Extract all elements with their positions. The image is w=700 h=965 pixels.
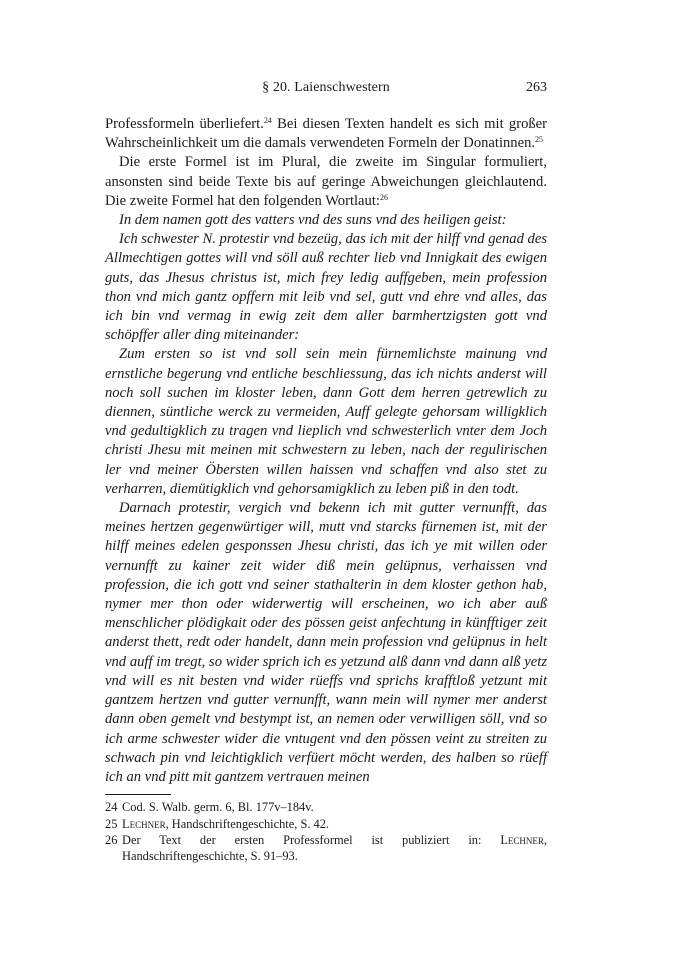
quote-paragraph-2: Zum ersten so ist vnd soll sein mein fürnemlichste mainung vnd ernstliche begerung vnd entliche beschliessung, das ich nichts anderst will noch soll suchen im kloster leben, dann Gott dem herren getrewlich zu diennen, süntliche werck zu vermeiden, Auff gelegte gehorsam willigklich vnd gedultigklich zu tragen vnd lieplich vnd schwesterlich vnter dem Joch christi Jhesu mit meinen mit schwestern zu leben, nach der regulirischen ler vnd meiner Öbersten willen haissen vnd schaffen vnd also stet zu verharren, diemütigklich vnd gehorsamigklich zu leben piß in den todt. [105,346,547,497]
paragraph-2 [105,153,547,211]
main-text [105,115,547,787]
footnote-text-a: Der Text der ersten Professformel ist publiziert in: [122,832,501,847]
footnote-number: 26 [105,832,118,847]
quote-invocation: In dem namen gott des vatters vnd des suns vnd des heiligen geist: [119,212,507,229]
footnote-number: 24 [105,800,118,815]
footnote-26 [105,832,547,865]
footnote-ref-25[interactable]: 25 [535,135,544,145]
running-title: § 20. Laienschwestern [262,80,390,95]
footnote-number: 25 [105,816,118,831]
footnote-25 [105,816,547,832]
page-number: 263 [526,80,547,95]
paragraph-1 [105,115,547,153]
footnote-ref-24[interactable]: 24 [263,116,272,125]
paragraph-1-text-a: Professformeln überliefert. [105,116,264,132]
footnote-separator [105,794,171,795]
footnote-ref-26[interactable]: 26 [379,192,388,202]
footnote-text-b: , Handschriftengeschichte, S. 91–93. [122,832,547,864]
footnote-24 [105,799,547,815]
paragraph-1-text-b: Bei diesen Texten handelt es sich mit großer Wahrscheinlichkeit um die damals verwendeten Formeln der Donatinnen. [105,116,547,152]
footnote-author: Lechner [500,832,544,847]
footnotes [105,799,547,865]
footnote-text: , Handschriftengeschichte, S. 42. [165,816,330,831]
quote-paragraph-3: Darnach protestir, vergich vnd bekenn ich mit gutter vernunfft, das meines hertzen gegenwürtiger will, mutt vnd starcks fürnemen ist, mit der hilff meines edelen gesponssen Jhesu christi, das ich ye mit willen oder vernunfft zu kainer zeit wider diß mein gelüpnus, verhaissen vnd profession, die ich gott vnd seiner stathalterin in dem kloster gethon hab, nymer mer thon oder widerwertig will erscheinen, wo ich aber auß menschlicher plödigkait oder des pössen geist anfechtung in künfftiger zeit anderst thett, redt oder handelt, dann mein profession vnd gelüpnus in helt vnd auff im tregt, so wider sprich ich es yetzund alß dann vnd dann alß yetz vnd will es nit besten vnd wider rüeffs vnd sprichs krafftloß yetzunt mit gantzem hertzen vnd gutter vernunfft, wann mein will nymer mer anderst dann oben gemelt vnd bestympt ist, an nemen oder verwilligen söll, vnd so ich arme schwester wider die vntugent vnd den pössen veint zu streiten zu schwach pin vnd leichtigklich verfüert möcht werden, des halben so rüeff ich an vnd pitt mit gantzem vertrauen meinen [105,500,547,785]
running-head [105,80,547,102]
quote-paragraph-1: Ich schwester N. protestir vnd bezeüg, das ich mit der hilff vnd genad des Allmechtigen gottes will vnd söll auß rechter lieb vnd Innigkait des ewigen guts, das Jhesus christus ist, mich frey ledig auffgeben, mein profession thon vnd mich gantz opffern mit leib vnd sel, gutt vnd ehre vnd alles, das ich bin vnd vermag in ewig zeit dem aller barmhertzigsten gott vnd schöpffer aller ding miteinander: [105,231,547,344]
footnote-text: Cod. S. Walb. germ. 6, Bl. 177v–184v. [122,800,314,815]
paragraph-2-text: Die erste Formel ist im Plural, die zweite im Singular formuliert, ansonsten sind beide Texte bis auf geringe Abweichungen gleichlautend. Die zweite Formel hat den folgenden Wortlaut: [105,154,547,209]
footnote-author: Lechner [122,816,166,831]
book-page [105,80,547,865]
